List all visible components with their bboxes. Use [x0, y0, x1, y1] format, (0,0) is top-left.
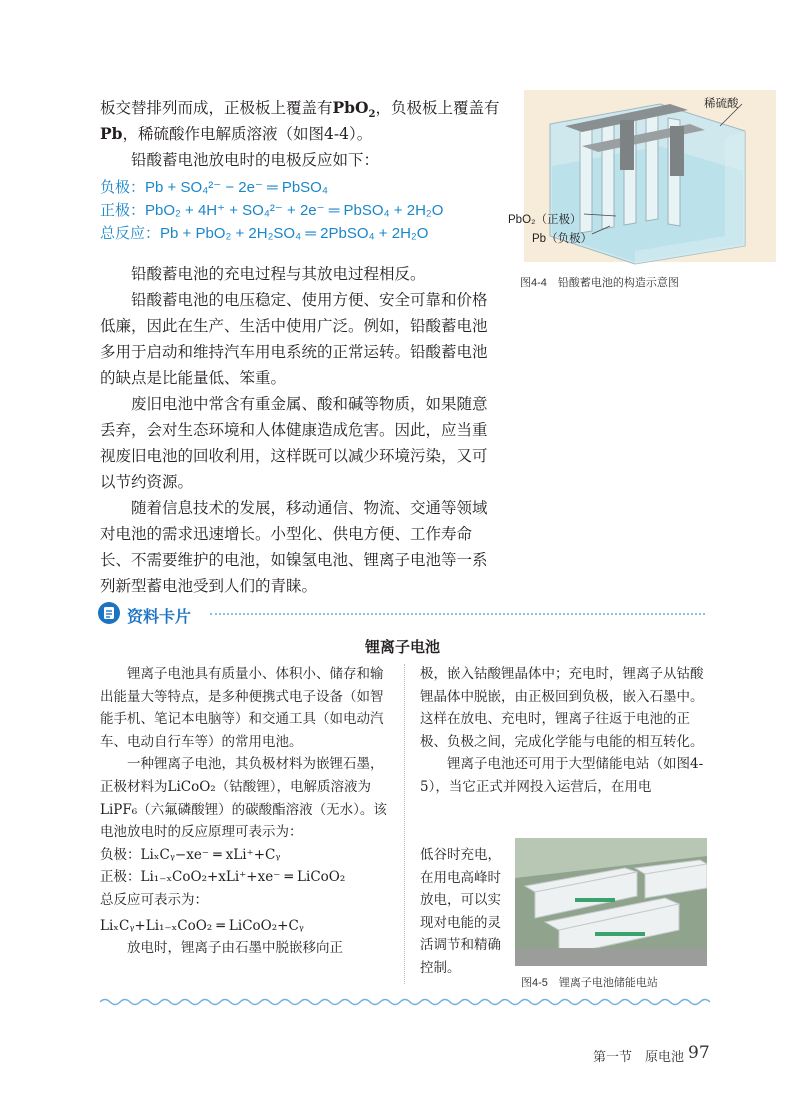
card-title: 资料卡片 [127, 609, 192, 626]
li-ion-mechanism: 极，嵌入钴酸锂晶体中；充电时，锂离子从钴酸锂晶体中脱嵌，由正极回到负极，嵌入石墨中。这样在放电、充电时，锂离子往返于电池的正极、负极之间，完成化学能与电能的相互转化。 [420, 666, 704, 750]
storage-line: 控制。 [420, 959, 461, 976]
main-body [100, 261, 500, 599]
label-pbo2-positive: PbO₂（正极） [508, 214, 582, 226]
intro-reaction: 铅酸蓄电池放电时的电极反应如下： [131, 151, 380, 169]
label-pb-negative: Pb（负极） [532, 233, 593, 245]
card-title-rule [210, 613, 705, 615]
page-number: 97 [688, 1043, 710, 1063]
electrode-equations [100, 176, 520, 245]
li-ion-materials: 一种锂离子电池，其负极材料为嵌锂石墨，正极材料为LiCoO₂（钴酸锂），电解质溶液为LiPF₆（六氟磷酸锂）的碳酸酯溶液（无水）。该电池放电时的反应原理可表示为： [100, 756, 387, 841]
card-left-column [100, 663, 390, 960]
storage-line: 放电，可以实 [420, 892, 501, 909]
intro-line-2: Pb，稀硫酸作电解质溶液（如图4-4）。 [100, 124, 373, 143]
waste-paragraph: 废旧电池中常含有重金属、酸和碱等物质，如果随意丢弃，会对生态环境和人体健康造成危害。因此，应当重视废旧电池的回收利用，这样既可以减少环境污染，又可以节约资源。 [100, 395, 488, 491]
li-total-formula: LiₓCᵧ+Li₁₋ₓCoO₂ ═ LiCoO₂+Cᵧ [100, 917, 304, 934]
info-paragraph: 随着信息技术的发展，移动通信、物流、交通等领域对电池的需求迅速增长。小型化、供电方便、工作寿命长、不需要维护的电池，如镍氢电池、锂离子电池等一系列新型蓄电池受到人们的青睐。 [100, 499, 488, 595]
negative-equation: 负极：Pb + SO₄²⁻ − 2e⁻ ═ PbSO₄ [100, 179, 328, 196]
figure-4-4-caption: 图4-4 铅酸蓄电池的构造示意图 [520, 277, 679, 289]
li-ion-features: 锂离子电池具有质量小、体积小、储存和输出能量大等特点，是多种便携式电子设备（如智能手机、笔记本电脑等）和交通工具（如电动汽车、电动自行车等）的常用电池。 [100, 666, 384, 750]
li-discharge-line: 放电时，锂离子由石墨中脱嵌移向正 [127, 940, 343, 957]
li-total-intro: 总反应可表示为： [100, 891, 208, 908]
figure-4-5-caption: 图4-5 锂离子电池储能电站 [521, 977, 658, 989]
main-intro [100, 95, 500, 173]
column-divider [404, 664, 405, 984]
li-neg-formula: 负极：LiₓCᵧ−xe⁻ ═ xLi⁺+Cᵧ [100, 846, 281, 863]
storage-line: 活调节和精确 [420, 937, 501, 954]
positive-equation: 正极：PbO₂ + 4H⁺ + SO₄²⁻ + 2e⁻ ═ PbSO₄ + 2H₂O [100, 202, 444, 219]
li-storage-intro: 锂离子电池还可用于大型储能电站（如图4-5），当它正式并网投入运营后，在用电 [420, 756, 704, 795]
storage-line: 现对电能的灵 [420, 914, 501, 931]
intro-line-1: 板交替排列而成，正极板上覆盖有PbO$_2$，负极板上覆盖有 [100, 98, 500, 121]
figure-storage-station-photo [515, 838, 707, 966]
li-storage-rest [420, 844, 512, 980]
storage-line: 在用电高峰时 [420, 869, 501, 886]
total-equation: 总反应：Pb + PbO₂ + 2H₂SO₄ ═ 2PbSO₄ + 2H₂O [100, 225, 429, 242]
card-note-icon [98, 602, 120, 624]
storage-line: 低谷时充电， [420, 847, 501, 863]
li-pos-formula: 正极：Li₁₋ₓCoO₂+xLi⁺+xe⁻ ═ LiCoO₂ [100, 869, 346, 886]
footer-section: 第一节 原电池 [593, 1050, 685, 1065]
voltage-paragraph: 铅酸蓄电池的电压稳定、使用方便、安全可靠和价格低廉，因此在生产、生活中使用广泛。例如，铅酸蓄电池多用于启动和维持汽车用电系统的正常运转。铅酸蓄电池的缺点是比能量低、笨重。 [100, 291, 488, 387]
card-bottom-wave [100, 992, 710, 1002]
card-subtitle: 锂离子电池 [365, 639, 441, 656]
label-sulfuric-acid: 稀硫酸 [704, 98, 739, 110]
charge-paragraph: 铅酸蓄电池的充电过程与其放电过程相反。 [131, 265, 426, 283]
card-right-column [420, 663, 708, 799]
